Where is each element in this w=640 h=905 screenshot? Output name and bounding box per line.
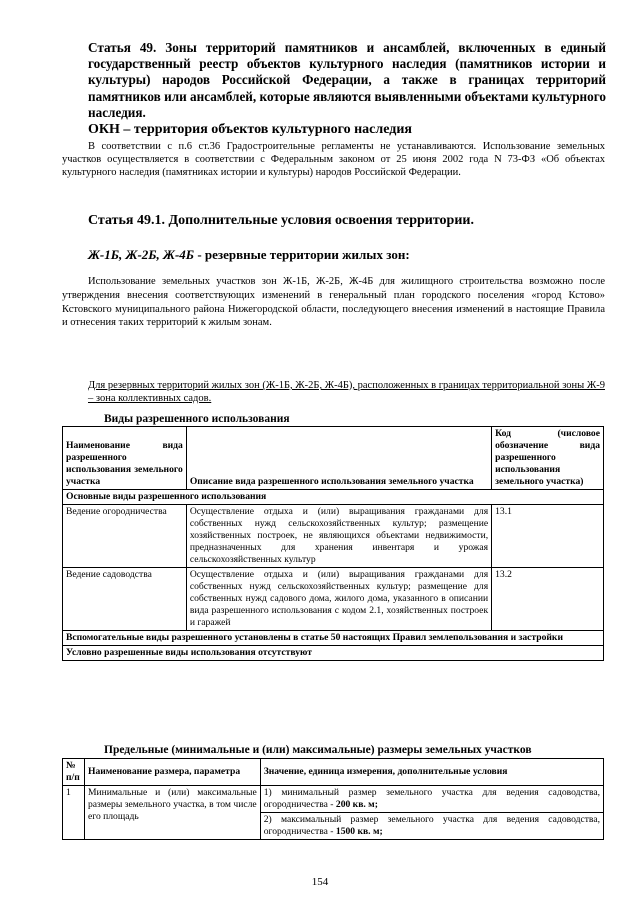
limits-table (62, 758, 604, 840)
okn-title: ОКН – территория объектов культурного наследия (88, 122, 412, 137)
table-row (63, 568, 604, 631)
reserve-zones-title-rest: - резервные территории жилых зон: (194, 247, 410, 262)
article-49-1-heading: Статья 49.1. Дополнительные условия освоения территории. (88, 213, 474, 228)
header-num: № п/п (63, 759, 85, 786)
row-name: Ведение огородничества (63, 505, 187, 568)
value-min-text: 1) минимальный размер земельного участка для ведения садоводства, огородничества - (263, 787, 600, 810)
header-value: Значение, единица измерения, дополнительные условия (260, 759, 603, 786)
limits-table-header (63, 759, 604, 786)
row-code: 13.2 (492, 568, 604, 631)
header-code: Код (числовое обозначение вида разрешенного использования земельного участка) (492, 427, 604, 490)
row-num: 1 (63, 786, 85, 840)
uses-table (62, 426, 604, 661)
row-desc: Осуществление отдыха и (или) выращивания гражданами для собственных нужд сельскохозяйственных культур; размещение хозяйственных построек, не являющихся объектами недвижимости, предназначенных для хранения инвентаря и урожая сельскохозяйственных культур (186, 505, 491, 568)
limits-table-title: Предельные (минимальные и (или) максимальные) размеры земельных участков (104, 744, 532, 756)
uses-table-header (63, 427, 604, 490)
row-name: Ведение садоводства (63, 568, 187, 631)
table-row (63, 786, 604, 840)
header-param: Наименование размера, параметра (84, 759, 260, 786)
aux-section-row (63, 631, 604, 646)
value-max-text: 2) максимальный размер земельного участка для ведения садоводства, огородничества - (263, 814, 600, 837)
row-code: 13.1 (492, 505, 604, 568)
okn-text: В соответствии с п.6 ст.36 Градостроительные регламенты не устанавливаются. Использование земельных участков осуществляется в соответствии с Федеральным законом от 25 июня 2002 года N 73-ФЗ «Об объектах культурного наследия (памятниках истории и культуры) народов Российской Федерации. (62, 141, 605, 179)
table-row (63, 505, 604, 568)
page-number: 154 (311, 876, 329, 888)
reserve-zones-codes: Ж-1Б, Ж-2Б, Ж-4Б (88, 247, 195, 262)
main-section-label: Основные виды разрешенного использования (63, 490, 604, 505)
uses-table-title: Виды разрешенного использования (104, 413, 290, 425)
cond-section-row (63, 646, 604, 661)
reserve-zones-text: Использование земельных участков зон Ж-1Б, Ж-2Б, Ж-4Б для жилищного строительства возможно после утверждения внесения соответствующих изменений в генеральный план городского поселения «город Кстово» Кстовского муниципального района Нижегородской области, последующего внесения изменений в настоящие Правила и отнесения таких территорий к жилым зонам. (62, 276, 605, 329)
value-min-amount: 200 кв. м; (335, 799, 378, 810)
zone-9-note: Для резервных территорий жилых зон (Ж-1Б, Ж-2Б, Ж-4Б), расположенных в границах территориальной зоны Ж-9 – зона коллективных садов. (88, 380, 605, 404)
value-max (261, 813, 603, 839)
value-min (261, 786, 603, 813)
article-49-heading: Статья 49. Зоны территорий памятников и ансамблей, включенных в единый государственный реестр объектов культурного наследия (памятников истории и культуры) народов Российской Федерации, а также в границах территорий памятников или ансамблей, которые являются выявленными объектами культурного наследия. (88, 40, 606, 120)
aux-section-label: Вспомогательные виды разрешенного установлены в статье 50 настоящих Правил землепользования и застройки (63, 631, 604, 646)
value-max-amount: 1500 кв. м; (335, 826, 383, 837)
row-desc: Осуществление отдыха и (или) выращивания гражданами для собственных нужд сельскохозяйственных культур; размещение для собственных нужд садового дома, жилого дома, указанного в описании вида разрешенного использования с кодом 2.1, хозяйственных построек и гаражей (186, 568, 491, 631)
reserve-zones-title (88, 247, 410, 263)
header-desc: Описание вида разрешенного использования земельного участка (186, 427, 491, 490)
row-value (260, 786, 603, 840)
main-section-row (63, 490, 604, 505)
row-param: Минимальные и (или) максимальные размеры земельного участка, в том числе его площадь (84, 786, 260, 840)
header-name: Наименование вида разрешенного использования земельного участка (63, 427, 187, 490)
cond-section-label: Условно разрешенные виды использования отсутствуют (63, 646, 604, 661)
